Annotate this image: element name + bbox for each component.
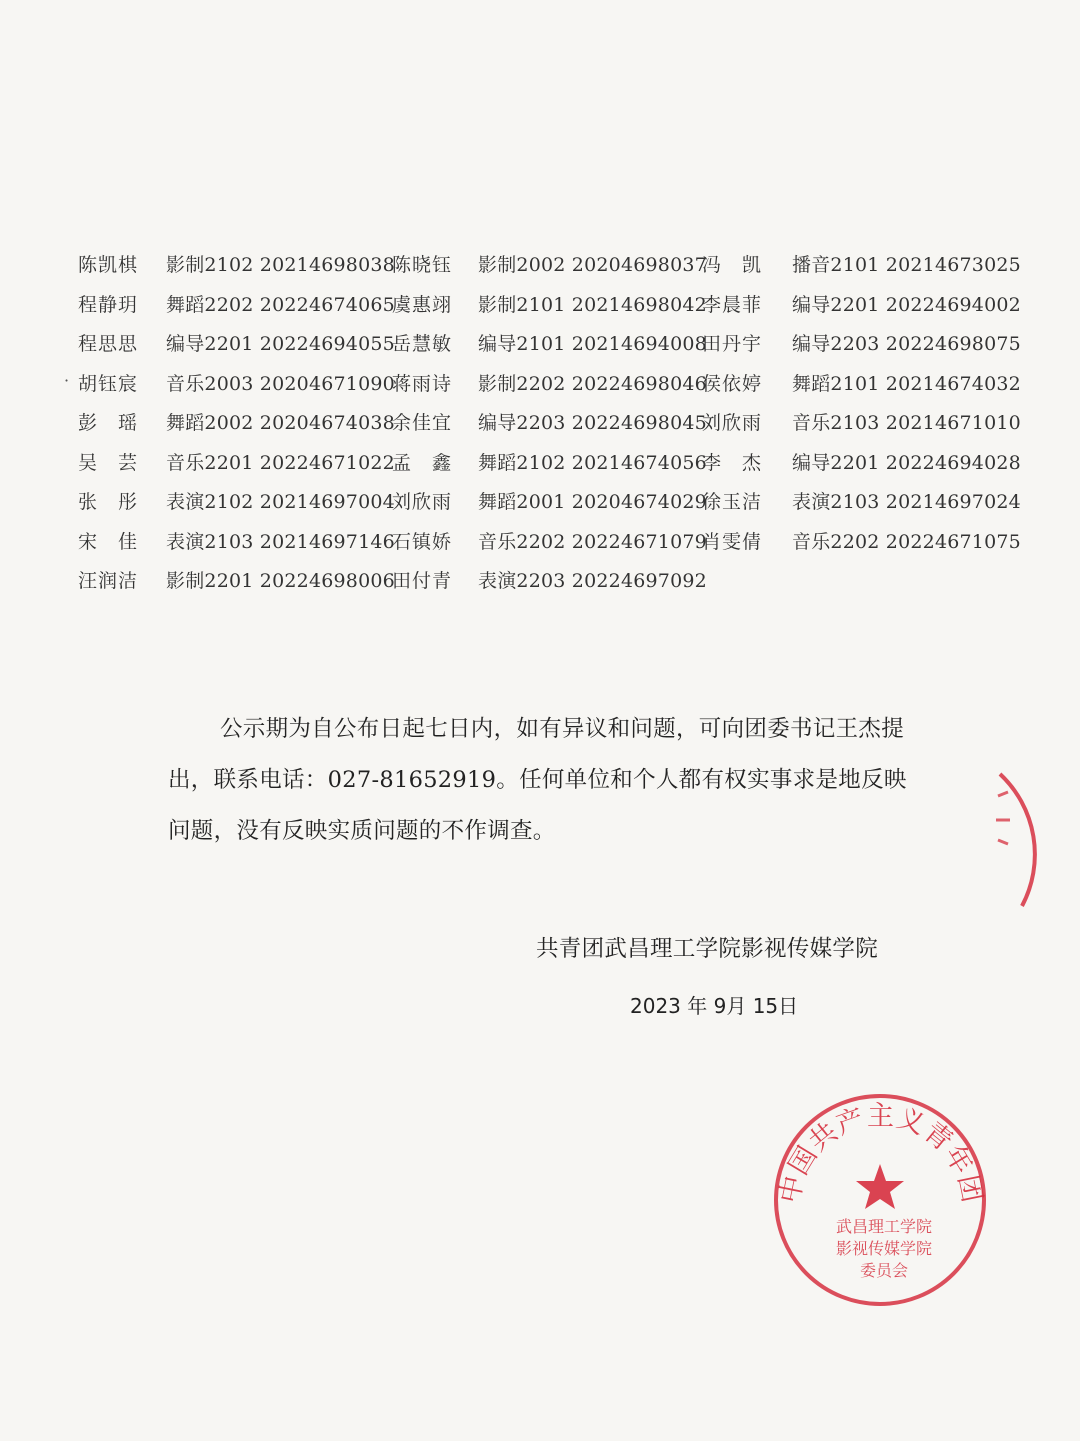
official-seal-stamp: [760, 1080, 1000, 1320]
roster-row: [74, 410, 1024, 450]
student-class-id: 舞蹈2001 20204674029: [478, 491, 707, 513]
student-name: 侯依婷: [702, 372, 763, 395]
roster-row: [74, 568, 1024, 608]
student-class-id: 舞蹈2101 20214674032: [792, 372, 1021, 395]
student-name: 张 彤: [78, 491, 139, 513]
student-name: 刘欣雨: [392, 491, 453, 513]
student-class-id: 舞蹈2102 20214674056: [478, 451, 707, 474]
roster-row: [74, 292, 1024, 332]
student-class-id: 音乐2003 20204671090: [166, 372, 395, 395]
student-class-id: 播音2101 20214673025: [792, 254, 1021, 276]
student-name: 田付青: [392, 570, 453, 592]
student-class-id: 影制2102 20214698038: [166, 254, 395, 276]
roster-row: [74, 252, 1024, 292]
student-name: 孟 鑫: [392, 451, 453, 474]
student-name: 余佳宜: [392, 412, 453, 434]
student-class-id: 影制2101 20214698042: [478, 293, 707, 316]
roster-row: [74, 529, 1024, 569]
student-name: 肖雯倩: [702, 530, 763, 553]
student-class-id: 编导2201 20224694055: [166, 333, 395, 355]
student-name: 虞惠翊: [392, 293, 453, 316]
issuer-name: 共青团武昌理工学院影视传媒学院: [536, 936, 879, 962]
student-class-id: 表演2103 20214697024: [792, 491, 1021, 513]
seal-star-icon: [856, 1164, 904, 1209]
student-name: 陈凯棋: [78, 254, 139, 276]
seal-line-2: 影视传媒学院: [835, 1239, 933, 1258]
bullet-dot-icon: ·: [64, 370, 70, 390]
issue-date: 2023 年 9月 15日: [630, 994, 799, 1018]
student-name: 吴 芸: [78, 451, 139, 474]
student-name: 冯 凯: [702, 254, 763, 276]
student-roster: [64, 252, 1024, 608]
roster-row: [64, 370, 1024, 411]
student-class-id: 音乐2201 20224671022: [166, 451, 395, 474]
student-class-id: 音乐2202 20224671075: [792, 530, 1021, 553]
student-class-id: 影制2002 20204698037: [478, 254, 707, 276]
student-class-id: 编导2201 20224694028: [792, 451, 1021, 474]
student-name: 汪润洁: [78, 570, 139, 592]
student-class-id: 音乐2103 20214671010: [792, 412, 1021, 434]
roster-row: [74, 489, 1024, 529]
student-class-id: 表演2103 20214697146: [166, 530, 395, 553]
partial-seal-stamp: [940, 760, 1080, 920]
student-class-id: 编导2203 20224698075: [792, 333, 1021, 355]
student-name: 宋 佳: [78, 530, 139, 553]
student-class-id: 舞蹈2002 20204674038: [166, 412, 395, 434]
student-name: 石镇娇: [392, 530, 453, 553]
student-name: 徐玉洁: [702, 491, 763, 513]
student-class-id: 影制2202 20224698046: [478, 372, 707, 395]
student-name: 岳慧敏: [392, 333, 453, 355]
student-name: 程思思: [78, 333, 139, 355]
student-name: 李 杰: [702, 451, 763, 474]
student-name: 李晨菲: [702, 293, 763, 316]
student-name: 刘欣雨: [702, 412, 763, 434]
student-name: 胡钰宸: [78, 372, 139, 395]
student-name: 彭 瑶: [78, 412, 139, 434]
notice-paragraph: [168, 704, 928, 857]
student-class-id: 影制2201 20224698006: [166, 570, 395, 592]
student-class-id: 音乐2202 20224671079: [478, 530, 707, 553]
student-class-id: 表演2203 20224697092: [478, 570, 707, 592]
student-class-id: 编导2203 20224698045: [478, 412, 707, 434]
student-class-id: 表演2102 20214697004: [166, 491, 395, 513]
roster-row: [74, 450, 1024, 490]
student-name: 田丹宇: [702, 333, 763, 355]
roster-row: [74, 331, 1024, 371]
student-class-id: 编导2101 20214694008: [478, 333, 707, 355]
seal-arc-text: 中国共产主义青年团: [774, 1101, 988, 1206]
student-name: 程静玥: [78, 293, 139, 316]
student-name: 蒋雨诗: [392, 372, 453, 395]
seal-line-1: 武昌理工学院: [835, 1217, 933, 1236]
student-name: 陈晓钰: [392, 254, 453, 276]
student-class-id: 编导2201 20224694002: [792, 293, 1021, 316]
notice-text: 公示期为自公布日起七日内，如有异议和问题，可向团委书记王杰提出，联系电话：027-81652919。任何单位和个人都有权实事求是地反映问题，没有反映实质问题的不作调查。: [168, 716, 907, 844]
student-class-id: 舞蹈2202 20224674065: [166, 293, 395, 316]
seal-line-3: 委员会: [859, 1261, 909, 1280]
